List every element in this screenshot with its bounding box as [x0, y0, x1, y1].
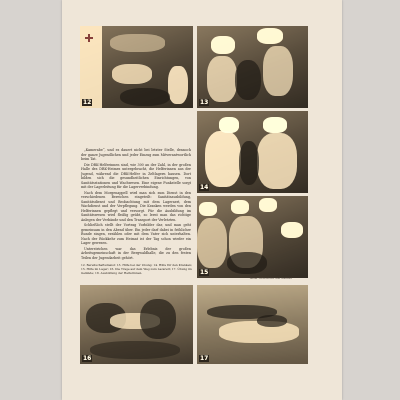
photo-number: 12 — [83, 99, 92, 106]
paragraph: „Kamerabe“, und es dauert nicht bei letzter Stelle, dennoch der ganze Jugendlichen und jeder Einzug zum Mitverantwortlich beim Tat. — [81, 148, 191, 161]
photo-treating-boy — [197, 111, 308, 193]
photo-caption: 12. Bereitschaftsdienst: 13. Hilfe bei der Übung; 14. Hilfe für den Kranken; 15. Hilfe im Lager; 16. Die Trage auf dem Weg zum Lazarett; 17. Übung im Gelände; 18. Ausbildung der Helferinnen. — [81, 264, 193, 275]
photo-number: 17 — [200, 355, 209, 362]
photo-number: 13 — [200, 99, 209, 106]
paragraph: Die DRK-Helferinnen sind, wie 300 an der Zahl, in der großen Halle des DRK-Heimes untergebracht, die Helferinnen aus der Jugend, während die DRK-Helfer in Zeltlagern hausen. Dort bilden sich die gesundheitlichen Einrichtungen, von Sanitätsstationen und Wachwesen. Eine eigene Funkstelle sorgt mit der Lagerleitung für die Lagerverbindung. — [81, 162, 191, 189]
photo-group-of-nurses — [197, 196, 308, 278]
photo-stretcher-carry — [80, 285, 193, 364]
paragraph: Unterstrichen war das Erlebnis der großen Arbeitsgemeinschaft in der Bergwaldhalle, die zu den festen Teilen der Jugendarbeit gehört. — [81, 246, 191, 260]
photo-credit: Bilder: DRK-Archiv und Weltbild — [249, 277, 292, 280]
red-cross-icon — [85, 34, 93, 42]
photo-number: 14 — [200, 184, 209, 191]
photo-nurses-with-child — [197, 26, 308, 108]
paragraph: Nach dem Morgenappell wird man sich zum Dienst in den verschiedenen Bereichen eingeteilt: Sanitätsausbildung, Sanitätsdienst und Beobachtung mit dem Lagerarzt, dem Wachdienst und der Verpflegung. Die Kranken werden von den Helferinnen gepflegt und versorgt. Für die Ausbildung im Sanitätswesen wird fleißig geübt, so lernt man das richtige Anlegen der Verbände und den Transport der Verletzten. — [81, 190, 191, 222]
photo-number: 15 — [200, 269, 209, 276]
photo-number: 16 — [83, 355, 92, 362]
photo-ambulance — [80, 26, 193, 108]
paragraph: Schließlich stellt der Vortrag Vorbilder dar, und man geht gemeinsam in den Abend über. Ein jeder darf dabei in fröhlicher Runde singen, erzählen oder mit dem Vater sich unterhalten. Nach der Rückkehr zum Heimat ist der Tag schon wieder ein Lager gewesen. — [81, 223, 191, 245]
article-text — [81, 148, 191, 260]
photo-injured-on-ground — [197, 285, 308, 364]
